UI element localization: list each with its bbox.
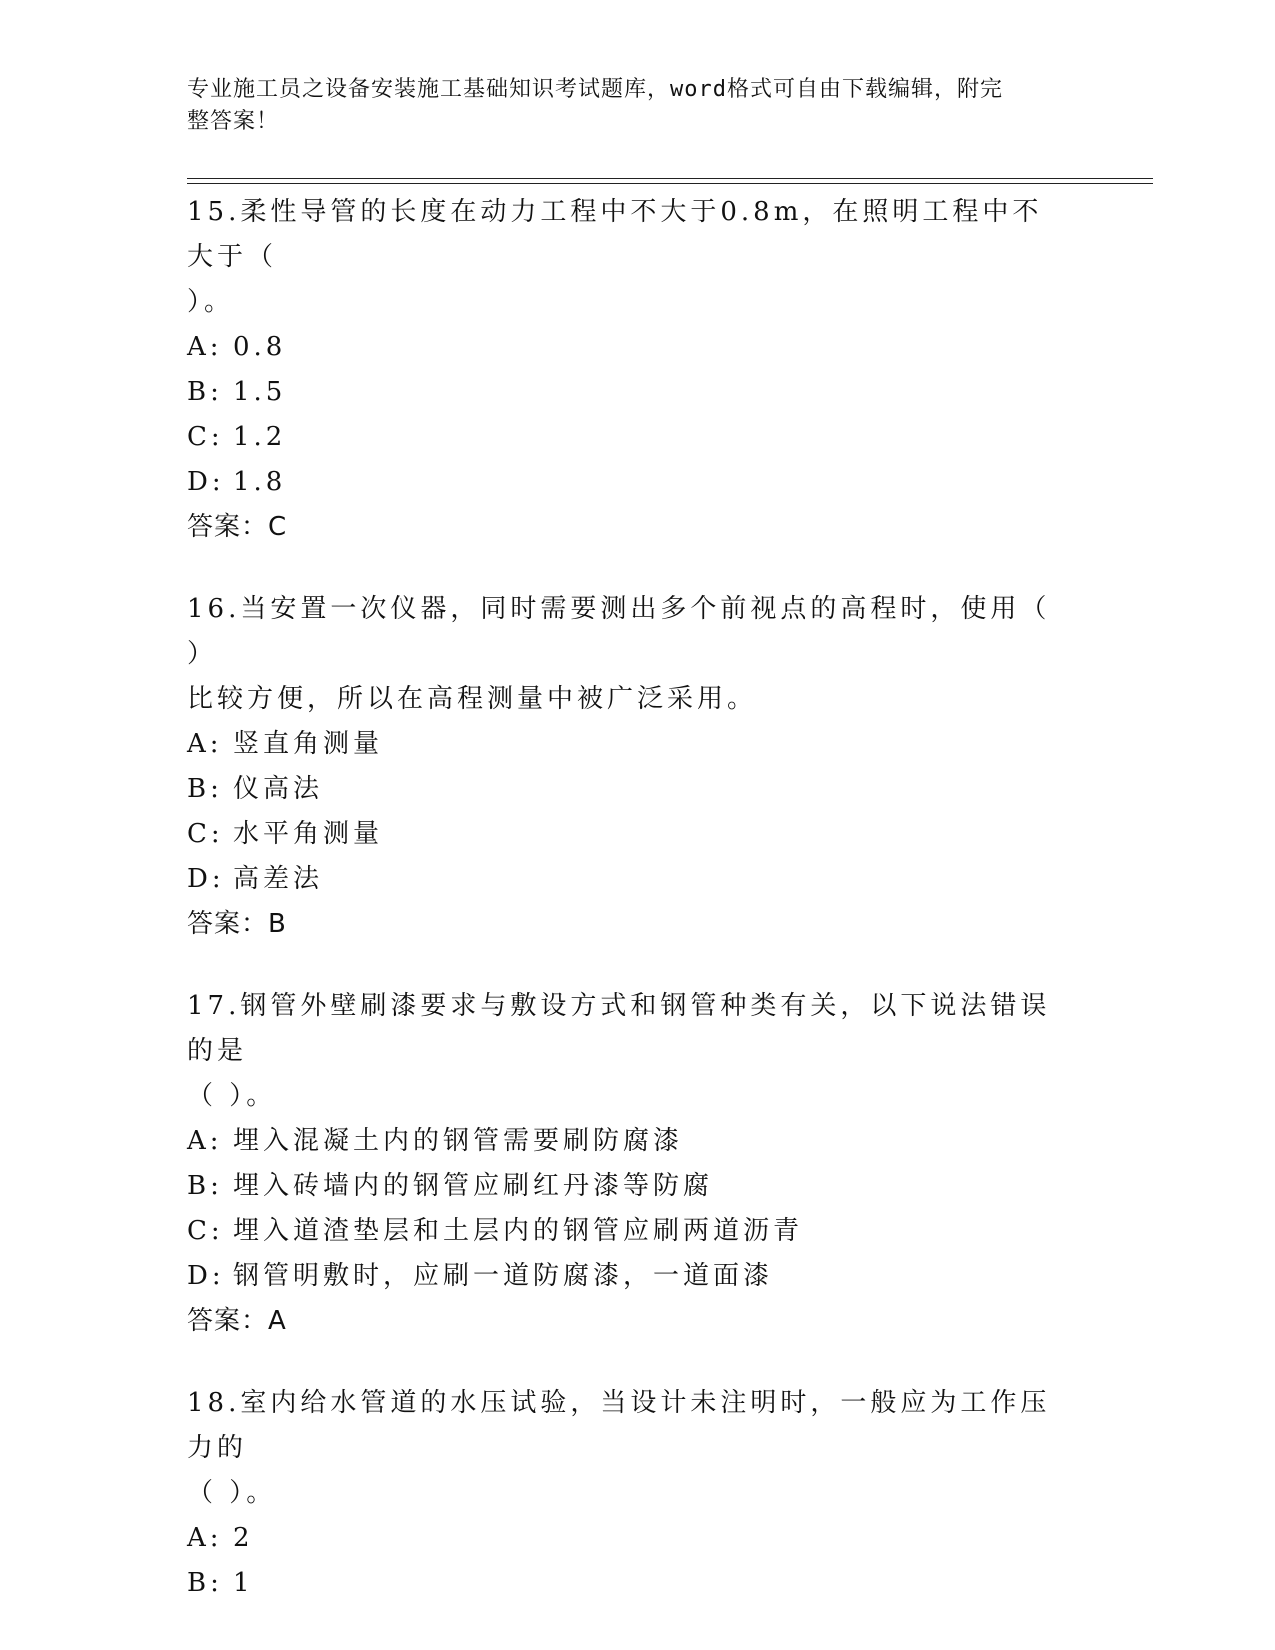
option-label: B: [187,377,223,407]
option-b [187,767,1087,812]
option-a [187,1516,1087,1561]
option-d [187,460,1087,505]
option-label: D: [187,864,225,894]
option-c [187,812,1087,857]
question-list [187,190,1087,1643]
question-15 [187,190,1087,550]
answer: 答案：C [187,512,288,542]
option-label: B: [187,1568,223,1598]
option-c [187,415,1087,460]
question-stem-line: （ ）。 [187,1478,277,1508]
option-label: C: [187,422,224,452]
option-text: 水平角测量 [233,819,384,849]
option-b [187,1561,1087,1606]
option-label: B: [187,1171,223,1201]
document-header [187,74,1067,138]
question-stem [187,1381,1067,1516]
option-text: 1 [233,1568,254,1598]
question-stem-line: 16.当安置一次仪器，同时需要测出多个前视点的高程时，使用（ ） [187,594,1051,669]
option-label: A: [187,1523,223,1553]
question-18 [187,1381,1087,1606]
question-stem-line: ）。 [187,287,235,317]
option-text: 竖直角测量 [233,729,384,759]
question-17 [187,984,1087,1344]
option-text: 1.2 [233,422,287,452]
header-divider-top [187,178,1153,179]
option-d [187,857,1087,902]
answer: 答案：B [187,909,287,939]
question-stem [187,190,1067,325]
option-label: A: [187,332,223,362]
option-b [187,370,1087,415]
option-b [187,1164,1087,1209]
option-label: D: [187,1261,225,1291]
header-line-1: 专业施工员之设备安装施工基础知识考试题库，word格式可自由下载编辑，附完 [187,77,1003,102]
question-16 [187,587,1087,947]
question-stem [187,984,1067,1119]
option-label: B: [187,774,223,804]
question-stem-line: （ ）。 [187,1081,277,1111]
option-label: D: [187,467,225,497]
option-text: 仪高法 [233,774,324,804]
option-label: A: [187,1126,223,1156]
question-stem-line: 17.钢管外壁刷漆要求与敷设方式和钢管种类有关，以下说法错误的是 [187,991,1051,1066]
question-stem-line: 15.柔性导管的长度在动力工程中不大于0.8m，在照明工程中不大于（ [187,197,1043,272]
option-text: 埋入混凝土内的钢管需要刷防腐漆 [233,1126,684,1156]
option-d [187,1254,1087,1299]
option-c [187,1209,1087,1254]
header-line-2: 整答案！ [187,109,280,134]
answer: 答案：A [187,1306,287,1336]
option-text: 高差法 [233,864,324,894]
question-stem-line: 比较方便，所以在高程测量中被广泛采用。 [187,684,758,714]
option-label: A: [187,729,223,759]
option-text: 1.5 [233,377,287,407]
option-label: C: [187,1216,224,1246]
option-text: 钢管明敷时，应刷一道防腐漆，一道面漆 [233,1261,774,1291]
option-text: 1.8 [233,467,287,497]
option-label: C: [187,819,224,849]
option-a [187,722,1087,767]
option-a [187,325,1087,370]
option-a [187,1119,1087,1164]
question-stem [187,587,1067,722]
question-stem-line: 18.室内给水管道的水压试验，当设计未注明时，一般应为工作压力的 [187,1388,1051,1463]
option-text: 0.8 [233,332,287,362]
option-text: 2 [233,1523,254,1553]
option-text: 埋入砖墙内的钢管应刷红丹漆等防腐 [233,1171,714,1201]
header-divider-bottom [187,183,1153,184]
option-text: 埋入道渣垫层和土层内的钢管应刷两道沥青 [233,1216,804,1246]
